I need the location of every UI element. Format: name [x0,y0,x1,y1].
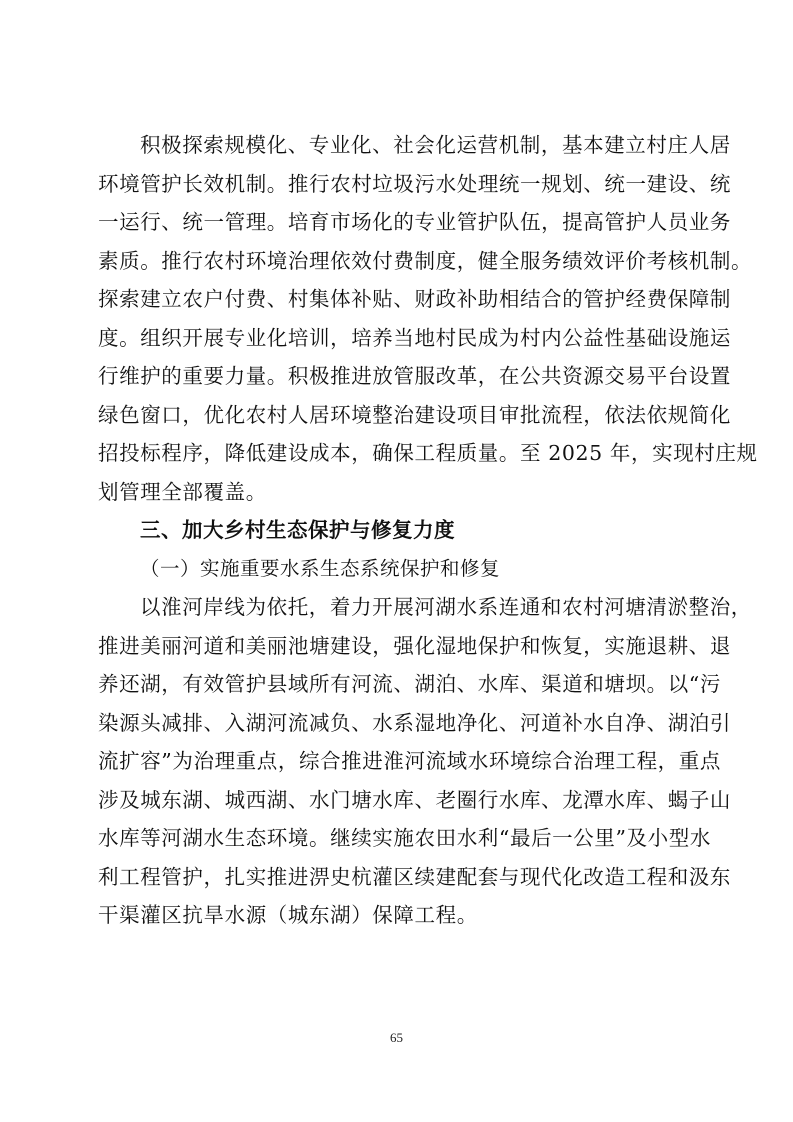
paragraph-1-line-2: 环境管护长效机制。推行农村垃圾污水处理统一规划、统一建设、统 [98,171,731,196]
paragraph-1-line-1: 积极探索规模化、专业化、社会化运营机制，基本建立村庄人居 [140,133,731,157]
paragraph-1-line-6: 度。组织开展专业化培训，培养当地村民成为村内公益性基础设施运 [98,325,731,350]
paragraph-2-line-7: 水库等河湖水生态环境。继续实施农田水利“最后一公里”及小型水 [98,826,711,850]
paragraph-1-line-4: 素质。推行农村环境治理依效付费制度，健全服务绩效评价考核机制。 [98,248,753,273]
paragraph-2-line-2: 推进美丽河道和美丽池塘建设，强化湿地保护和恢复，实施退耕、退 [98,633,731,658]
paragraph-1-line-3: 一运行、统一管理。培育市场化的专业管护队伍，提高管护人员业务 [98,210,731,234]
paragraph-1-line-5: 探索建立农户付费、村集体补贴、财政补助相结合的管护经费保障制 [98,287,731,311]
paragraph-1-line-9: 招投标程序，降低建设成本，确保工程质量。至 2025 年，实现村庄规 [98,441,758,465]
paragraph-1-line-10: 划管理全部覆盖。 [98,479,267,504]
section-heading: 三、加大乡村生态保护与修复力度 [140,518,455,542]
paragraph-2-line-3: 养还湖，有效管护县域所有河流、湖泊、水库、渠道和塘坝。以“污 [98,672,721,696]
paragraph-2-line-6: 涉及城东湖、城西湖、水门塘水库、老圈行水库、龙潭水库、蝎子山 [98,787,731,812]
paragraph-2-line-4: 染源头减排、入湖河流减负、水系湿地净化、河道补水自净、湖泊引 [98,710,731,735]
paragraph-2-line-5: 流扩容”为治理重点，综合推进淮河流域水环境综合治理工程，重点 [98,749,721,773]
paragraph-1-line-8: 绿色窗口，优化农村人居环境整治建设项目审批流程，依法依规简化 [98,402,731,427]
body-text [98,126,758,935]
subsection-heading: （一）实施重要水系生态系统保护和修复 [140,556,501,580]
paragraph-2-line-9: 干渠灌区抗旱水源（城东湖）保障工程。 [98,903,478,927]
paragraph-1-line-7: 行维护的重要力量。积极推进放管服改革，在公共资源交易平台设置 [98,364,731,388]
paragraph-2-line-1: 以淮河岸线为依托，着力开展河湖水系连通和农村河塘清淤整治， [140,595,752,619]
paragraph-2-line-8: 利工程管护，扎实推进淠史杭灌区续建配套与现代化改造工程和汲东 [98,864,731,889]
page-number: 65 [390,1030,403,1045]
